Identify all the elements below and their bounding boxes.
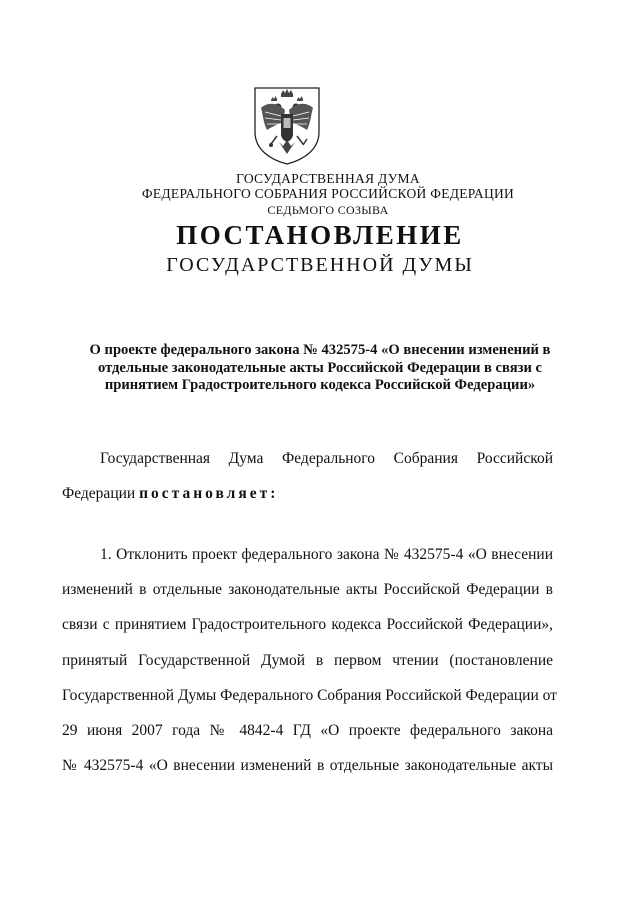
resolution-verb: постановляет: <box>139 485 279 502</box>
item-line: № 432575-4 «О внесении изменений в отдельные законодательные акты <box>62 757 553 774</box>
item-line: связи с принятием Градостроительного кодекса Российской Федерации», <box>62 616 553 633</box>
item-line: 29 июня 2007 года № 4842-4 ГД «О проекте федерального закона <box>62 722 553 739</box>
item-line: 1. Отклонить проект федерального закона № 432575-4 «О внесении <box>100 546 553 563</box>
preamble-line: Государственная Дума Федерального Собрания Российской <box>100 450 553 467</box>
item-line: принятый Государственной Думой в первом чтении (постановление <box>62 652 553 669</box>
preamble-text: Федерации <box>62 485 140 502</box>
preamble-line <box>62 485 553 503</box>
title-line: О проекте федерального закона № 432575-4 «О внесении изменений в <box>89 342 551 358</box>
org-name-line2: ФЕДЕРАЛЬНОГО СОБРАНИЯ РОССИЙСКОЙ ФЕДЕРАЦИИ <box>141 186 515 201</box>
document-type-heading: ПОСТАНОВЛЕНИЕ <box>176 220 464 250</box>
title-line: принятием Градостроительного кодекса Российской Федерации» <box>104 377 536 393</box>
document-type-subheading: ГОСУДАРСТВЕННОЙ ДУМЫ <box>166 254 474 276</box>
document-title <box>60 342 580 395</box>
convocation-line: СЕДЬМОГО СОЗЫВА <box>267 203 389 217</box>
title-line: отдельные законодательные акты Российской Федерации в связи с <box>97 359 543 376</box>
item-line: Государственной Думы Федерального Собрания Российской Федерации от <box>62 687 557 704</box>
org-name-line1: ГОСУДАРСТВЕННАЯ ДУМА <box>236 171 420 186</box>
russian-coat-of-arms-icon <box>251 84 323 166</box>
item-line: изменений в отдельные законодательные акты Российской Федерации в <box>62 581 553 598</box>
